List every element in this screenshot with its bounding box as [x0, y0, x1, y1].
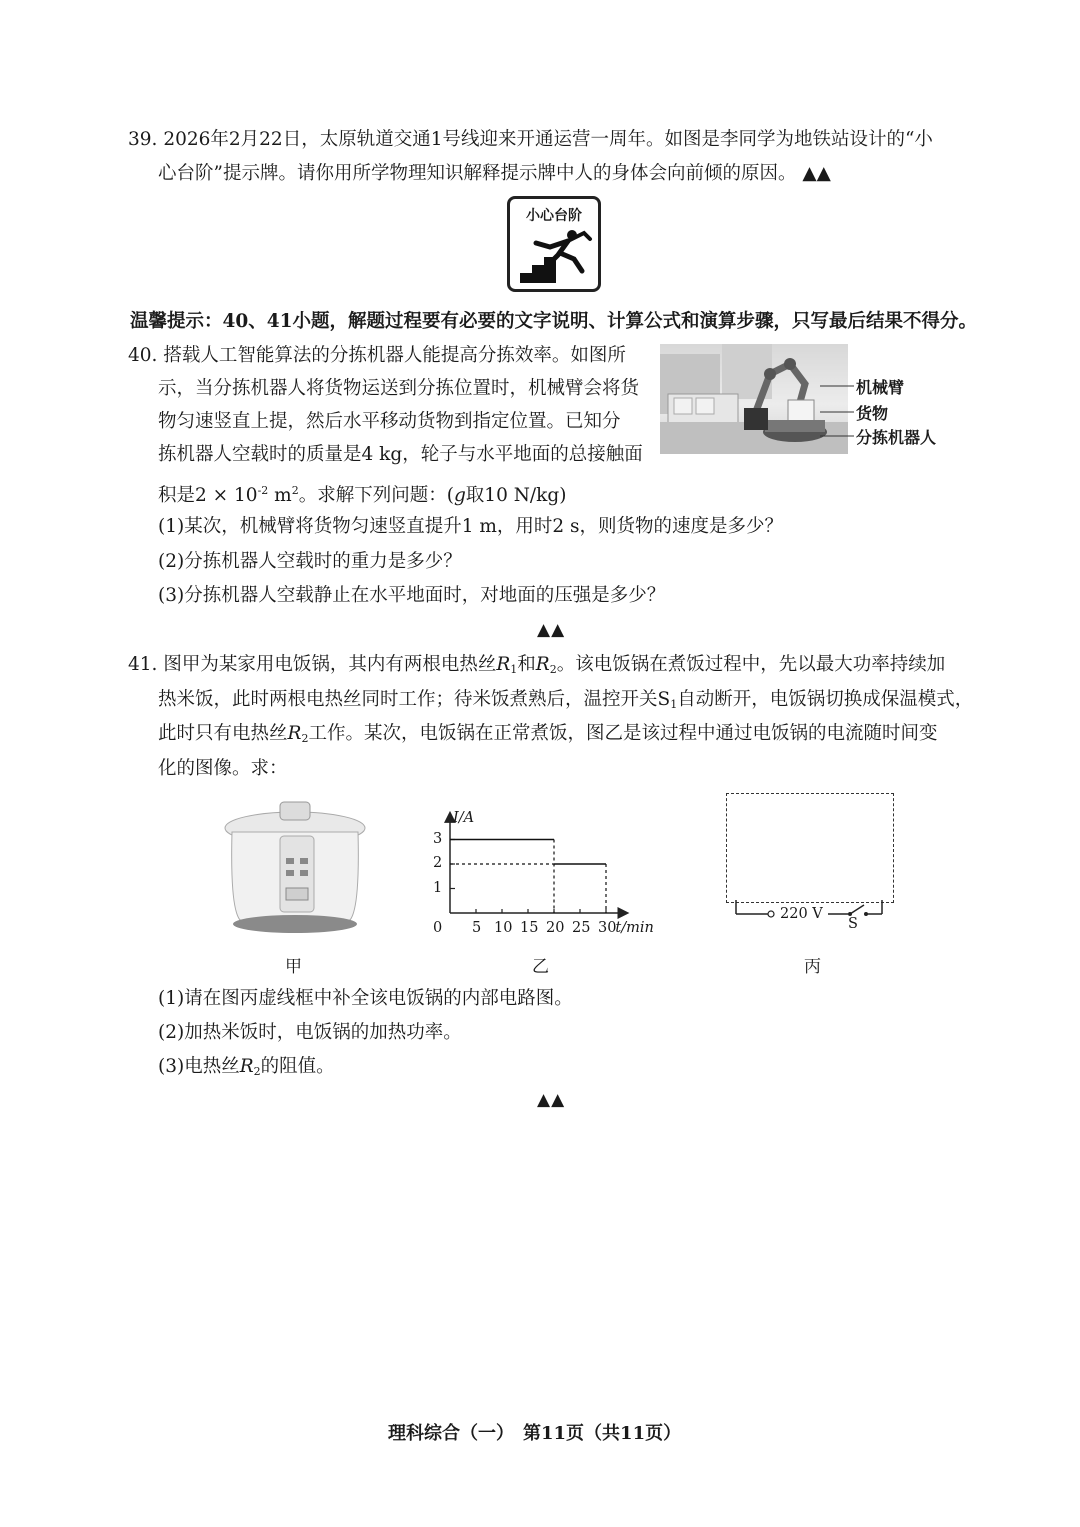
rice-cooker-icon	[220, 798, 370, 938]
circuit-voltage-label: 220 V	[780, 906, 823, 922]
x-tick-label: 15	[520, 920, 539, 936]
y-tick-label: 3	[433, 830, 443, 847]
y-tick-label: 1	[433, 879, 443, 896]
x-tick-label: 10	[494, 920, 513, 936]
q41-line3: 此时只有电热丝$R_2$工作。某次，电饭锅在正常煮饭，图乙是该过程中通过电饭锅的电流随时间变	[158, 723, 938, 745]
q40-line4: 拣机器人空载时的质量是4 kg，轮子与水平地面的总接触面	[158, 444, 643, 465]
x-tick-label: 20	[546, 920, 565, 936]
answer-mark: ▲▲	[802, 163, 831, 184]
chart-marks	[450, 840, 606, 914]
q40-sub3: (3)分拣机器人空载静止在水平地面时，对地面的压强是多少？	[158, 585, 666, 606]
q41-answer-mark: ▲▲	[537, 1090, 566, 1110]
q40-sub2: (2)分拣机器人空载时的重力是多少？	[158, 551, 462, 572]
q40-sub1: (1)某次，机械臂将货物匀速竖直提升1 m，用时2 s，则货物的速度是多少？	[158, 516, 784, 537]
page-footer: 理科综合（一） 第11页（共11页）	[388, 1423, 682, 1444]
x-tick-label: 5	[472, 920, 482, 936]
q40-line1: 40. 搭载人工智能算法的分拣机器人能提高分拣效率。如图所	[128, 345, 626, 366]
y-tick-label: 2	[433, 855, 443, 871]
figure-label-jia: 甲	[285, 957, 302, 977]
label-cargo: 货物	[856, 404, 889, 423]
label-arm: 机械臂	[856, 378, 905, 397]
q40-line5: 积是$2 \times 10^{-2}$ $m^2$。求解下列问题：(g取10 N/kg)	[158, 484, 567, 506]
q41-line1: 41. 图甲为某家用电饭锅，其内有两根电热丝$R_1$和$R_2$。该电饭锅在煮饭过程中，先以最大功率持续加	[128, 654, 946, 676]
circuit-switch-label: S	[848, 916, 858, 932]
q41-sub2: (2)加热米饭时，电饭锅的加热功率。	[158, 1022, 462, 1043]
q40-answer-mark: ▲▲	[537, 620, 566, 640]
x-tick-label: 25	[572, 920, 591, 936]
q41-line4: 化的图像。求：	[158, 758, 288, 779]
hint-text: 温馨提示：40、41小题，解题过程要有必要的文字说明、计算公式和演算步骤，只写最后结果不得分。	[130, 311, 977, 332]
label-robot: 分拣机器人	[856, 428, 937, 447]
q41-sub3: (3)电热丝$R_2$的阻值。	[158, 1056, 335, 1078]
q41-sub1: (1)请在图丙虚线框中补全该电饭锅的内部电路图。	[158, 988, 573, 1009]
x-tick-label: 0	[433, 920, 443, 936]
rice-cooker-image	[220, 798, 370, 938]
q41-line2: 热米饭，此时两根电热丝同时工作；待米饭煮熟后，温控开关$S_1$自动断开，电饭锅切换成保温模式，	[158, 689, 974, 711]
falling-person-icon	[510, 225, 598, 287]
y-axis-label: I/A	[453, 809, 475, 826]
x-tick-label: 30	[598, 920, 617, 936]
q40-line3: 物匀速竖直上提，然后水平移动货物到指定位置。已知分	[158, 411, 621, 432]
q39-number: 39.	[128, 129, 158, 150]
q39-line2: 心台阶”提示牌。请你用所学物理知识解释提示牌中人的身体会向前倾的原因。 ▲▲	[158, 163, 831, 184]
q40-line2: 示，当分拣机器人将货物运送到分拣位置时，机械臂会将货	[158, 378, 640, 399]
circuit-dashed-box	[726, 793, 894, 903]
x-axis-label: t/min	[615, 920, 654, 936]
figure-label-bing: 丙	[804, 957, 821, 977]
caution-sign	[507, 196, 601, 292]
caution-sign-title: 小心台阶	[526, 208, 582, 224]
figure-label-yi: 乙	[532, 957, 549, 977]
photo-leader-lines	[820, 380, 854, 440]
q39-line1: 39. 2026年2月22日，太原轨道交通1号线迎来开通运营一周年。如图是李同学为地铁站设计的“小	[128, 129, 933, 150]
